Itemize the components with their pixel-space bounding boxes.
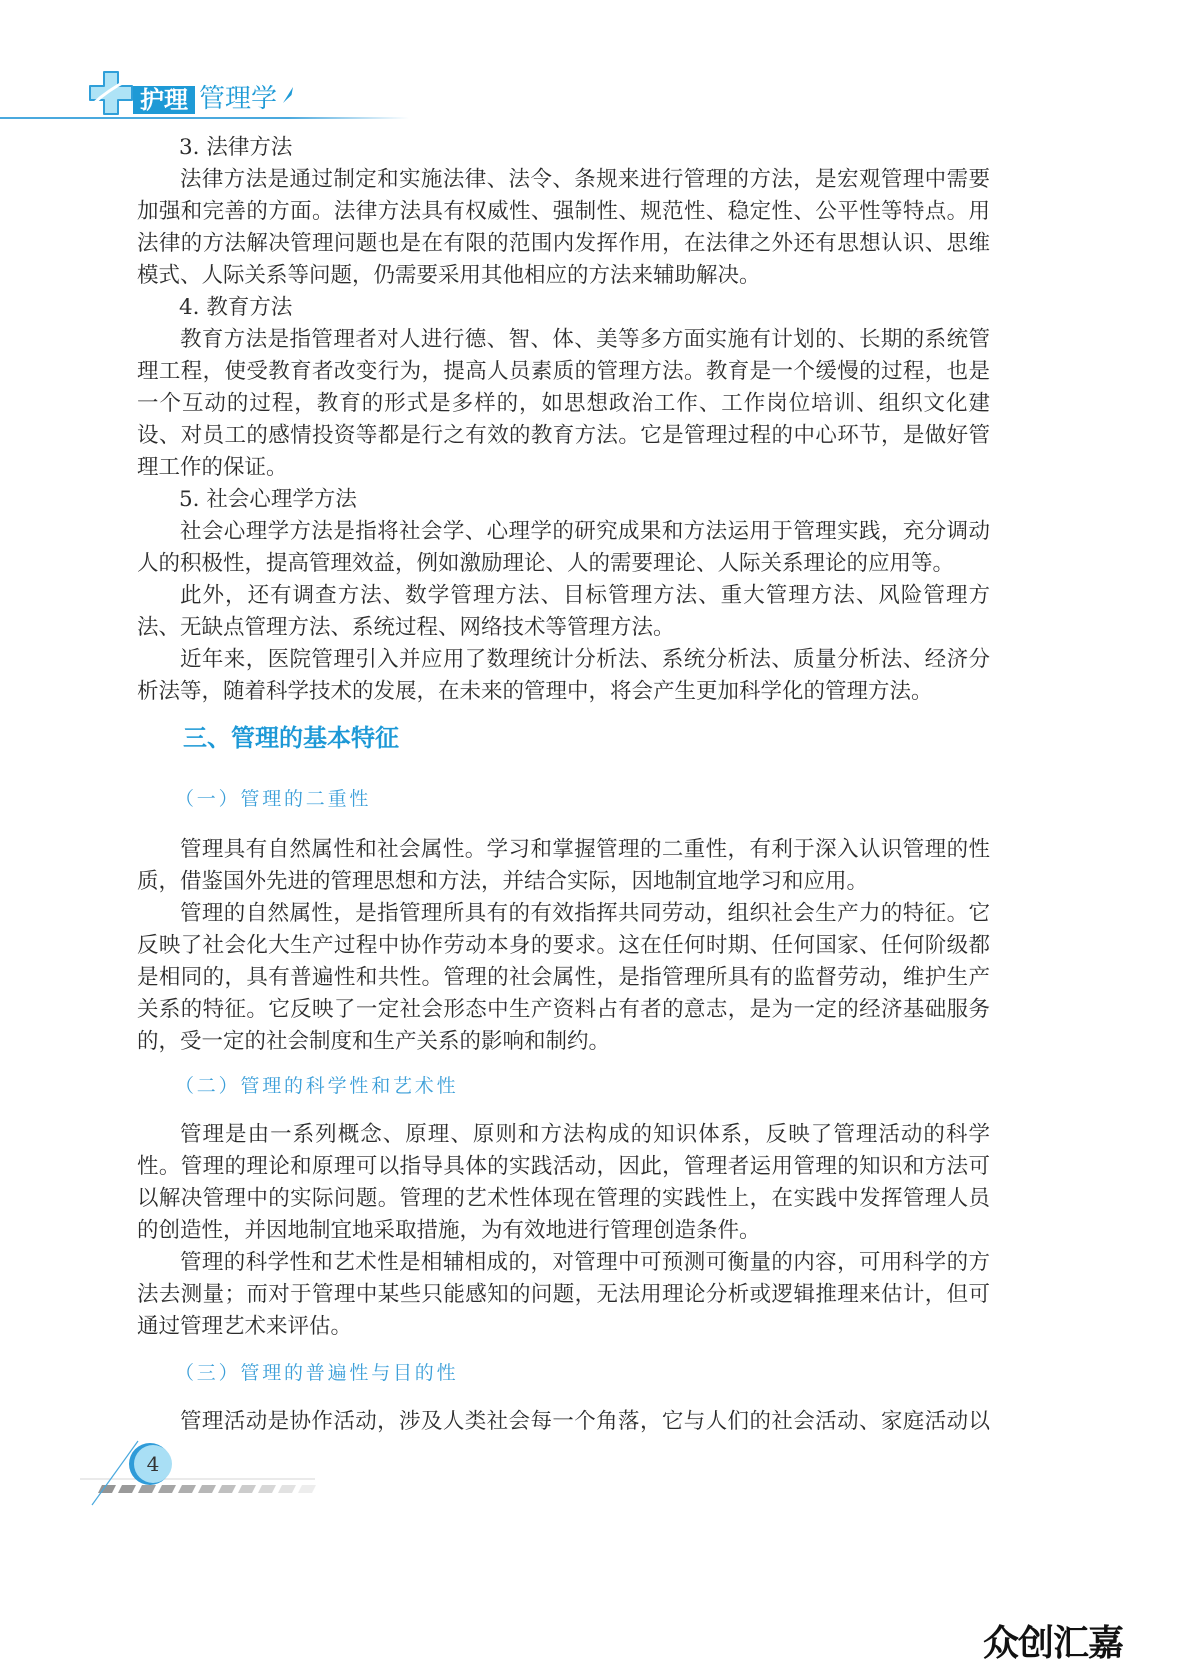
subsection-heading: （二）管理的科学性和艺术性	[175, 1075, 459, 1097]
page-body	[137, 132, 990, 1438]
feather-icon	[281, 86, 295, 104]
subsection-heading: （一）管理的二重性	[175, 788, 372, 810]
page-number: 4	[146, 1452, 160, 1476]
paragraph	[137, 1119, 990, 1247]
paragraph-line: 管理是由一系列概念、原理、原则和方法构成的知识体系，反映了管理活动的科学	[180, 1122, 990, 1147]
paragraph	[137, 898, 990, 1058]
paragraph-line: 管理的自然属性，是指管理所具有的有效指挥共同劳动，组织社会生产力的特征。它	[180, 901, 990, 926]
paragraph-line: 教育方法是指管理者对人进行德、智、体、美等多方面实施有计划的、长期的系统管	[180, 327, 990, 352]
paragraph	[137, 580, 990, 644]
paragraph-line: 管理具有自然属性和社会属性。学习和掌握管理的二重性，有利于深入认识管理的性	[180, 837, 990, 862]
paragraph-line: 理工作的保证。	[137, 455, 288, 480]
paragraph-line: 以解决管理中的实际问题。管理的艺术性体现在管理的实践性上，在实践中发挥管理人员	[137, 1186, 990, 1211]
paragraph-line: 反映了社会化大生产过程中协作劳动本身的要求。这在任何时期、任何国家、任何阶级都	[137, 933, 990, 958]
paragraph-line: 析法等，随着科学技术的发展，在未来的管理中，将会产生更加科学化的管理方法。	[137, 679, 933, 704]
header-title-part1: 护理	[133, 86, 195, 114]
paragraph-line: 加强和完善的方面。法律方法具有权威性、强制性、规范性、稳定性、公平性等特点。用	[137, 199, 990, 224]
paragraph-line: 是相同的，具有普遍性和共性。管理的社会属性，是指管理所具有的监督劳动，维护生产	[137, 965, 990, 990]
paragraph	[137, 834, 990, 898]
paragraph	[137, 1247, 990, 1343]
header-title-part2: 管理学	[199, 84, 278, 114]
subsection-title: 3. 法律方法	[179, 135, 293, 160]
paragraph-line: 法律的方法解决管理问题也是在有限的范围内发挥作用，在法律之外还有思想认识、思维	[137, 231, 990, 256]
paragraph	[137, 516, 990, 580]
subsection-title: 5. 社会心理学方法	[179, 487, 357, 512]
paragraph-line: 的创造性，并因地制宜地采取措施，为有效地进行管理创造条件。	[137, 1218, 761, 1243]
paragraph-line: 社会心理学方法是指将社会学、心理学的研究成果和方法运用于管理实践，充分调动	[180, 519, 990, 544]
paragraph-line: 法律方法是通过制定和实施法律、法令、条规来进行管理的方法，是宏观管理中需要	[180, 167, 990, 192]
subsection-title: 4. 教育方法	[179, 295, 293, 320]
header-rule	[0, 117, 1203, 119]
cross-logo-icon	[86, 68, 136, 118]
paragraph-line: 一个互动的过程，教育的形式是多样的，如思想政治工作、工作岗位培训、组织文化建	[137, 391, 990, 416]
paragraph	[137, 1406, 990, 1438]
paragraph-line: 近年来，医院管理引入并应用了数理统计分析法、系统分析法、质量分析法、经济分	[180, 647, 990, 672]
paragraph	[137, 644, 990, 708]
watermark: 众创汇嘉	[983, 1623, 1124, 1664]
paragraph-line: 管理活动是协作活动，涉及人类社会每一个角落，它与人们的社会活动、家庭活动以	[180, 1409, 990, 1434]
subsection-heading: （三）管理的普遍性与目的性	[175, 1362, 459, 1384]
paragraph-line: 人的积极性，提高管理效益，例如激励理论、人的需要理论、人际关系理论的应用等。	[137, 551, 955, 576]
section-heading: 三、管理的基本特征	[183, 724, 399, 752]
paragraph-line: 通过管理艺术来评估。	[137, 1314, 353, 1339]
paragraph-line: 理工程，使受教育者改变行为，提高人员素质的管理方法。教育是一个缓慢的过程，也是	[137, 359, 990, 384]
paragraph-line: 模式、人际关系等问题，仍需要采用其他相应的方法来辅助解决。	[137, 263, 761, 288]
paragraph-line: 关系的特征。它反映了一定社会形态中生产资料占有者的意志，是为一定的经济基础服务	[137, 997, 990, 1022]
paragraph	[137, 164, 990, 292]
paragraph-line: 设、对员工的感情投资等都是行之有效的教育方法。它是管理过程的中心环节，是做好管	[137, 423, 990, 448]
paragraph-line: 法、无缺点管理方法、系统过程、网络技术等管理方法。	[137, 615, 675, 640]
paragraph-line: 质，借鉴国外先进的管理思想和方法，并结合实际，因地制宜地学习和应用。	[137, 869, 869, 894]
footer-decoration	[70, 1435, 320, 1510]
paragraph-line: 此外，还有调查方法、数学管理方法、目标管理方法、重大管理方法、风险管理方	[180, 583, 990, 608]
paragraph-line: 的，受一定的社会制度和生产关系的影响和制约。	[137, 1029, 611, 1054]
paragraph-line: 法去测量；而对于管理中某些只能感知的问题，无法用理论分析或逻辑推理来估计，但可	[137, 1282, 990, 1307]
paragraph-line: 性。管理的理论和原理可以指导具体的实践活动，因此，管理者运用管理的知识和方法可	[137, 1154, 990, 1179]
paragraph	[137, 324, 990, 484]
paragraph-line: 管理的科学性和艺术性是相辅相成的，对管理中可预测可衡量的内容，可用科学的方	[180, 1250, 990, 1275]
